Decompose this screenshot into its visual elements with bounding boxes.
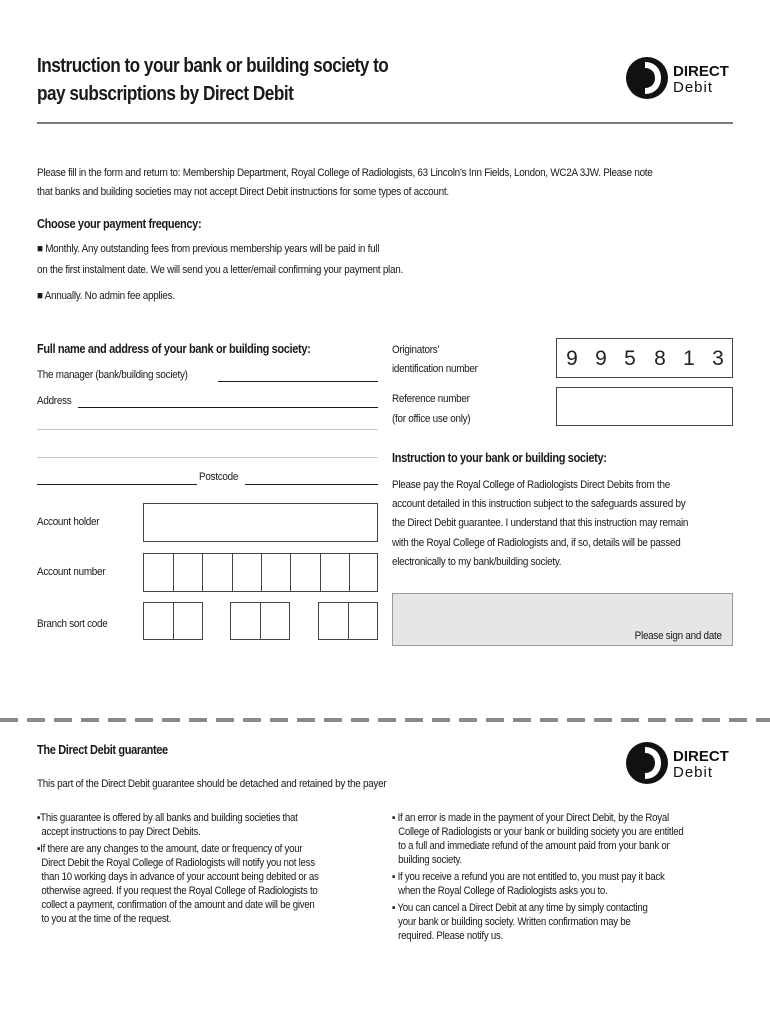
intro-line-1: Please fill in the form and return to: Membership Department, Royal College of Radiologists, 63 Lincoln’s Inn Fields, London, WC2A 3JW. Please note <box>37 167 653 179</box>
account-number-cell-divider <box>290 554 291 591</box>
direct-debit-logo <box>625 54 733 102</box>
option-monthly-detail: on the first instalment date. We will send you a letter/email confirming your payment plan. <box>37 264 403 276</box>
sort-code-field-2[interactable] <box>230 602 290 640</box>
bullet-text: than 10 working days in advance of your account being debited or as <box>41 871 319 883</box>
instruction-line: account detailed in this instruction subject to the safeguards assured by <box>392 498 686 510</box>
sort-code-field-1[interactable] <box>143 602 203 640</box>
guarantee-bullet-left-1 <box>37 811 333 839</box>
address-field-line-1[interactable] <box>78 407 378 408</box>
bullet-text: ▪ You can cancel a Direct Debit at any time by simply contacting <box>392 902 648 914</box>
originator-label-2: identification number <box>392 363 478 375</box>
header-divider <box>37 122 733 124</box>
account-number-cell-divider <box>173 554 174 591</box>
sort-code-cell-divider <box>173 603 174 639</box>
signature-hint: Please sign and date <box>634 630 722 642</box>
reference-label-1: Reference number <box>392 393 470 405</box>
account-holder-label: Account holder <box>37 516 100 528</box>
manager-field[interactable] <box>218 381 378 382</box>
logo-word-debit: Debit <box>673 79 714 96</box>
address-label: Address <box>37 395 72 407</box>
account-number-cell-divider <box>202 554 203 591</box>
originator-digit: 3 <box>712 347 724 370</box>
bullet-text: collect a payment, confirmation of the amount and date will be given <box>41 899 315 911</box>
frequency-heading: Choose your payment frequency: <box>37 217 202 231</box>
guarantee-heading: The Direct Debit guarantee <box>37 743 168 757</box>
reference-number-field[interactable] <box>556 387 733 426</box>
instruction-line: the Direct Debit guarantee. I understand that this instruction may remain <box>392 517 689 529</box>
option-annually[interactable]: ■ Annually. No admin fee applies. <box>37 290 175 302</box>
account-number-cell-divider <box>349 554 350 591</box>
originator-digit: 9 <box>566 347 578 370</box>
bullet-text: otherwise agreed. If you request the Royal College of Radiologists to <box>41 885 318 897</box>
address-field-line-2[interactable] <box>37 429 378 430</box>
account-number-cell-divider <box>232 554 233 591</box>
sort-code-field-3[interactable] <box>318 602 378 640</box>
option-monthly[interactable]: ■ Monthly. Any outstanding fees from previous membership years will be paid in full <box>37 243 380 255</box>
bullet-text: Direct Debit the Royal College of Radiologists will notify you not less <box>41 857 315 869</box>
sort-code-cell-divider <box>348 603 349 639</box>
manager-label: The manager (bank/building society) <box>37 369 188 381</box>
bullet-text: when the Royal College of Radiologists asks you to. <box>398 885 608 897</box>
signature-field[interactable] <box>392 593 733 646</box>
postcode-field[interactable] <box>245 484 378 485</box>
intro-line-2: that banks and building societies may not accept Direct Debit instructions for some types of account. <box>37 186 449 198</box>
account-holder-field[interactable] <box>143 503 378 542</box>
postcode-label: Postcode <box>199 471 239 483</box>
account-number-cell-divider <box>320 554 321 591</box>
account-number-label: Account number <box>37 566 106 578</box>
address-field-line-3[interactable] <box>37 457 378 458</box>
title-line-1: Instruction to your bank or building society to <box>37 55 389 77</box>
instruction-line: Please pay the Royal College of Radiologists Direct Debits from the <box>392 479 670 491</box>
sort-code-cell-divider <box>260 603 261 639</box>
direct-debit-logo-icon <box>625 739 733 787</box>
originator-digit: 1 <box>683 347 695 370</box>
bullet-text: required. Please notify us. <box>398 930 503 942</box>
guarantee-bullet-left-2 <box>37 842 357 926</box>
bullet-text: ▪This guarantee is offered by all banks and building societies that <box>37 812 298 824</box>
account-number-cell-divider <box>261 554 262 591</box>
bullet-text: ▪ If you receive a refund you are not entitled to, you must pay it back <box>392 871 665 883</box>
guarantee-bullet-right-2 <box>392 870 702 898</box>
bullet-text: to a full and immediate refund of the amount paid from your bank or <box>398 840 670 852</box>
form-title <box>37 52 388 108</box>
sort-code-label: Branch sort code <box>37 618 108 630</box>
originator-digit: 9 <box>595 347 607 370</box>
bullet-text: ▪ If an error is made in the payment of your Direct Debit, by the Royal <box>392 812 669 824</box>
title-line-2: pay subscriptions by Direct Debit <box>37 83 294 105</box>
guarantee-bullet-right-1 <box>392 811 723 867</box>
bullet-text: building society. <box>398 854 462 866</box>
account-number-field[interactable] <box>143 553 378 592</box>
originator-digit: 5 <box>624 347 636 370</box>
instruction-line: with the Royal College of Radiologists and, if so, details will be passed <box>392 537 681 549</box>
reference-label-2: (for office use only) <box>392 413 471 425</box>
direct-debit-logo-footer <box>625 739 733 787</box>
bullet-text: your bank or building society. Written confirmation may be <box>398 916 631 928</box>
instruction-line: electronically to my bank/building society. <box>392 556 562 568</box>
bullet-text: ▪If there are any changes to the amount, date or frequency of your <box>37 843 303 855</box>
guarantee-bullet-right-3 <box>392 901 682 943</box>
logo-word-debit: Debit <box>673 764 714 781</box>
originator-id-box <box>556 338 733 378</box>
guarantee-subtitle: This part of the Direct Debit guarantee should be detached and retained by the payer <box>37 778 387 790</box>
logo-word-direct: DIRECT <box>673 748 729 765</box>
bullet-text: to you at the time of the request. <box>41 913 172 925</box>
direct-debit-logo-icon <box>625 54 733 102</box>
address-field-line-4[interactable] <box>37 484 197 485</box>
instruction-heading: Instruction to your bank or building society: <box>392 451 607 465</box>
bullet-text: College of Radiologists or your bank or building society you are entitled <box>398 826 684 838</box>
bullet-text: accept instructions to pay Direct Debits. <box>41 826 201 838</box>
logo-word-direct: DIRECT <box>673 63 729 80</box>
bank-heading: Full name and address of your bank or building society: <box>37 342 311 356</box>
originator-digit: 8 <box>654 347 666 370</box>
originator-label-1: Originators’ <box>392 344 440 356</box>
